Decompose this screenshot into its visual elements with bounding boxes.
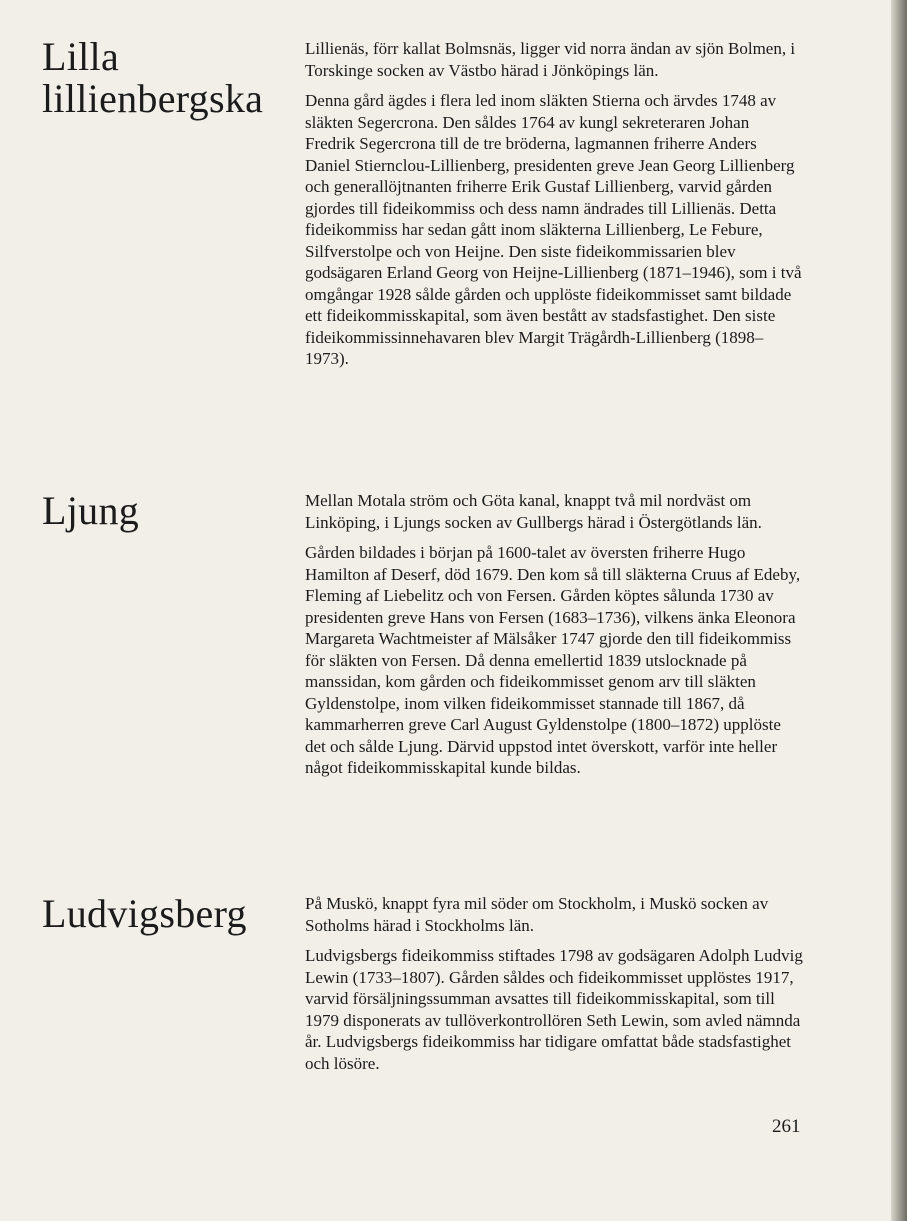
entry-paragraph: Lillienäs, förr kallat Bolmsnäs, ligger vid norra ändan av sjön Bolmen, i Torskinge socken av Västbo härad i Jönköpings län. bbox=[305, 39, 796, 80]
entry-title: Ljung bbox=[42, 488, 140, 533]
entry-title: Lilla lillienbergska bbox=[42, 34, 264, 121]
entry-title: Ludvigsberg bbox=[42, 891, 247, 936]
entry-paragraph: På Muskö, knappt fyra mil söder om Stockholm, i Muskö socken av Sotholms härad i Stockholms län. bbox=[305, 894, 769, 935]
entry-paragraph: Mellan Motala ström och Göta kanal, knappt två mil nordväst om Linköping, i Ljungs socken av Gullbergs härad i Östergötlands län. bbox=[305, 491, 762, 532]
page-edge bbox=[891, 0, 907, 1221]
page-number: 261 bbox=[772, 1116, 801, 1137]
entry-body bbox=[305, 893, 803, 1083]
entry-paragraph: Ludvigsbergs fideikommiss stiftades 1798 av godsägaren Adolph Ludvig Lewin (1733–1807). Gården såldes och fideikommisset upplöstes 1917, varvid försäljningssumman avsattes till fideikommisskapital, som till 1979 disponerats av tullöverkontrollören Seth Lewin, som avled nämnda år. Ludvigsbergs fideikommiss har tidigare omfattat både stadsfastighet och lösöre. bbox=[305, 946, 803, 1073]
entry-paragraph: Denna gård ägdes i flera led inom släkten Stierna och ärvdes 1748 av släkten Segercrona. Den såldes 1764 av kungl sekreteraren Johan Fredrik Segercrona till de tre bröderna, lagmannen friherre Anders Daniel Stiernclou-Lillienberg, presidenten greve Jean Georg Lillienberg och generallöjtnanten friherre Erik Gustaf Lillienberg, varvid gården gjordes till fideikommiss och dess namn ändrades till Lillienäs. Detta fideikommiss har sedan gått inom släkterna Lillienberg, Le Febure, Silfverstolpe och von Heijne. Den siste fideikommissarien blev godsägaren Erland Georg von Heijne-Lillienberg (1871–1946), som i två omgångar 1928 sålde gården och upplöste fideikommisset samt bildade ett fideikommisskapital, som även bestått av stadsfastighet. Den siste fideikommissinnehavaren blev Margit Trägårdh-Lillienberg (1898–1973). bbox=[305, 91, 802, 368]
entry-body bbox=[305, 38, 803, 379]
entry-body bbox=[305, 490, 803, 788]
entry-paragraph: Gården bildades i början på 1600-talet av översten friherre Hugo Hamilton af Deserf, död 1679. Den kom så till släkterna Cruus af Edeby, Fleming af Liebelitz och von Fersen. Gården köptes sålunda 1730 av presidenten greve Hans von Fersen (1683–1736), vilkens änka Eleonora Margareta Wachtmeister af Mälsåker 1747 gjorde den till fideikommiss för släkten von Fersen. Då denna emellertid 1839 utslocknade på manssidan, kom gården och fideikommisset genom arv till släkten Gyldenstolpe, inom vilken fideikommisset stannade till 1867, då kammarherren greve Carl August Gyldenstolpe (1800–1872) upplöste det och sålde Ljung. Därvid uppstod intet överskott, varför inte heller något fideikommisskapital kunde bildas. bbox=[305, 543, 801, 777]
